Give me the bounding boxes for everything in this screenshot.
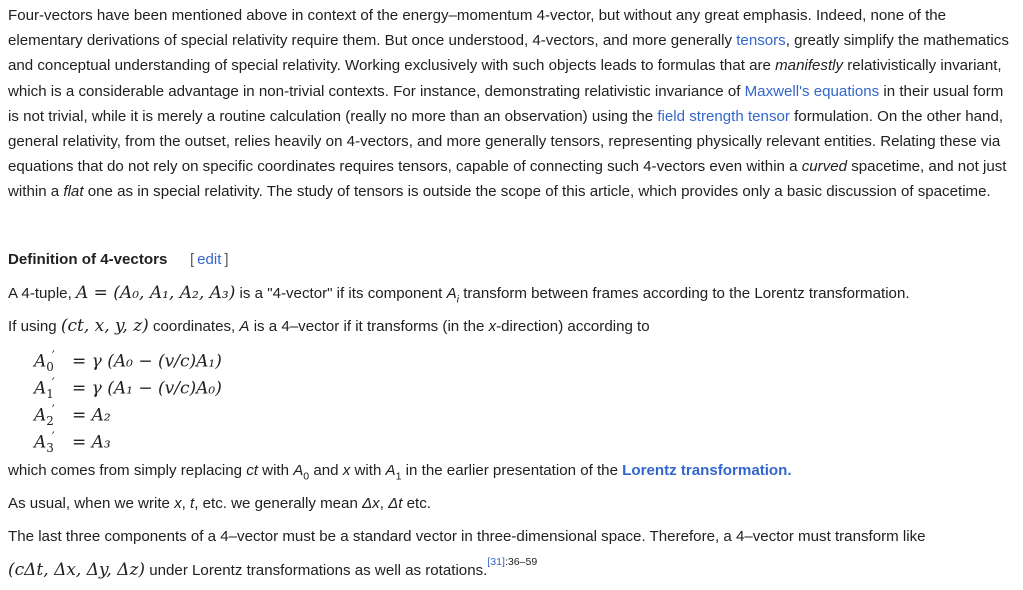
intro-paragraph: Four-vectors have been mentioned above in context of the energy–momentum 4-vector, but without any great emphasis. Indeed, none of the elementary derivations of special relativity require them. But once understood, 4-vectors, and more generally tensors, greatly simplify the mathematics and conceptual understanding of special relativity. Working exclusively with such objects leads to formulas that are manifestly relativistically invariant, which is a considerable advantage in non-trivial contexts. For instance, demonstrating relativistic invariance of Maxwell's equations in their usual form is not trivial, while it is merely a routine calculation (really no more than an observation) using the field strength tensor formulation. On the other hand, general relativity, from the outset, relies heavily on 4-vectors, and more generally tensors, representing physically relevant entities. Relating these via equations that do not rely on specific coordinates requires tensors, capable of connecting such 4-vectors even within a curved spacetime, and not just within a flat one as in special relativity. The study of tensors is outside the scope of this article, which provides only a basic discussion of spacetime. <box>8 7 1009 201</box>
math-coordinates: (ct, x, y, z) <box>60 316 149 336</box>
field-strength-tensor-link[interactable]: field strength tensor <box>657 107 790 125</box>
last-paragraph-line2: (cΔt, Δx, Δy, Δz) under Lorentz transformations as well as rotations.$^{[31]:36-59}$ <box>8 556 538 580</box>
lorentz-transformation-link[interactable]: Lorentz transformation. <box>622 462 792 479</box>
last-paragraph-line1: The last three components of a 4–vector must be a standard vector in three-dimensional space. Therefore, a 4–vector must transform like <box>8 528 926 545</box>
emphasis-flat: flat <box>63 183 84 201</box>
emphasis-manifestly: manifestly <box>775 57 844 75</box>
section-heading: Definition of 4-vectors <box>8 251 168 268</box>
math-tuple: A = (A₀, A₁, A₂, A₃) <box>75 283 236 303</box>
edit-link[interactable]: edit <box>197 251 222 268</box>
equation-row: $A_3' = A_3$ <box>34 430 111 455</box>
replacement-line: which comes from simply replacing ct with $A_0$ and x with $A_1$ in the earlier presentation of the Lorentz transformation. <box>8 462 792 483</box>
equation-row: $A_0' = \gamma$ (A₀ − (v/c)A₁) <box>34 349 222 374</box>
equation-row: $A_2' = A_2$ <box>34 403 111 428</box>
maxwells-equations-link[interactable]: Maxwell's equations <box>744 82 880 100</box>
usual-line: As usual, when we write x, t, etc. we generally mean Δx, Δt etc. <box>8 495 431 512</box>
coordinates-line: If using (ct, x, y, z) coordinates, A is a 4–vector if it transforms (in the x-direction) according to <box>8 316 650 336</box>
edit-section: [ edit ] <box>190 251 229 268</box>
citation-link[interactable]: [31] <box>487 556 505 568</box>
tensors-link[interactable]: tensors <box>736 32 786 50</box>
math-delta-vector: (cΔt, Δx, Δy, Δz) <box>8 559 146 580</box>
definition-line: A 4-tuple, A = (A₀, A₁, A₂, A₃) is a "4-vector" if its component $A_i$ transform between frames according to the Lorentz transformation. <box>8 283 910 306</box>
emphasis-curved: curved <box>801 158 848 176</box>
equation-row: $A_1' = \gamma$ (A₁ − (v/c)A₀) <box>34 376 222 401</box>
